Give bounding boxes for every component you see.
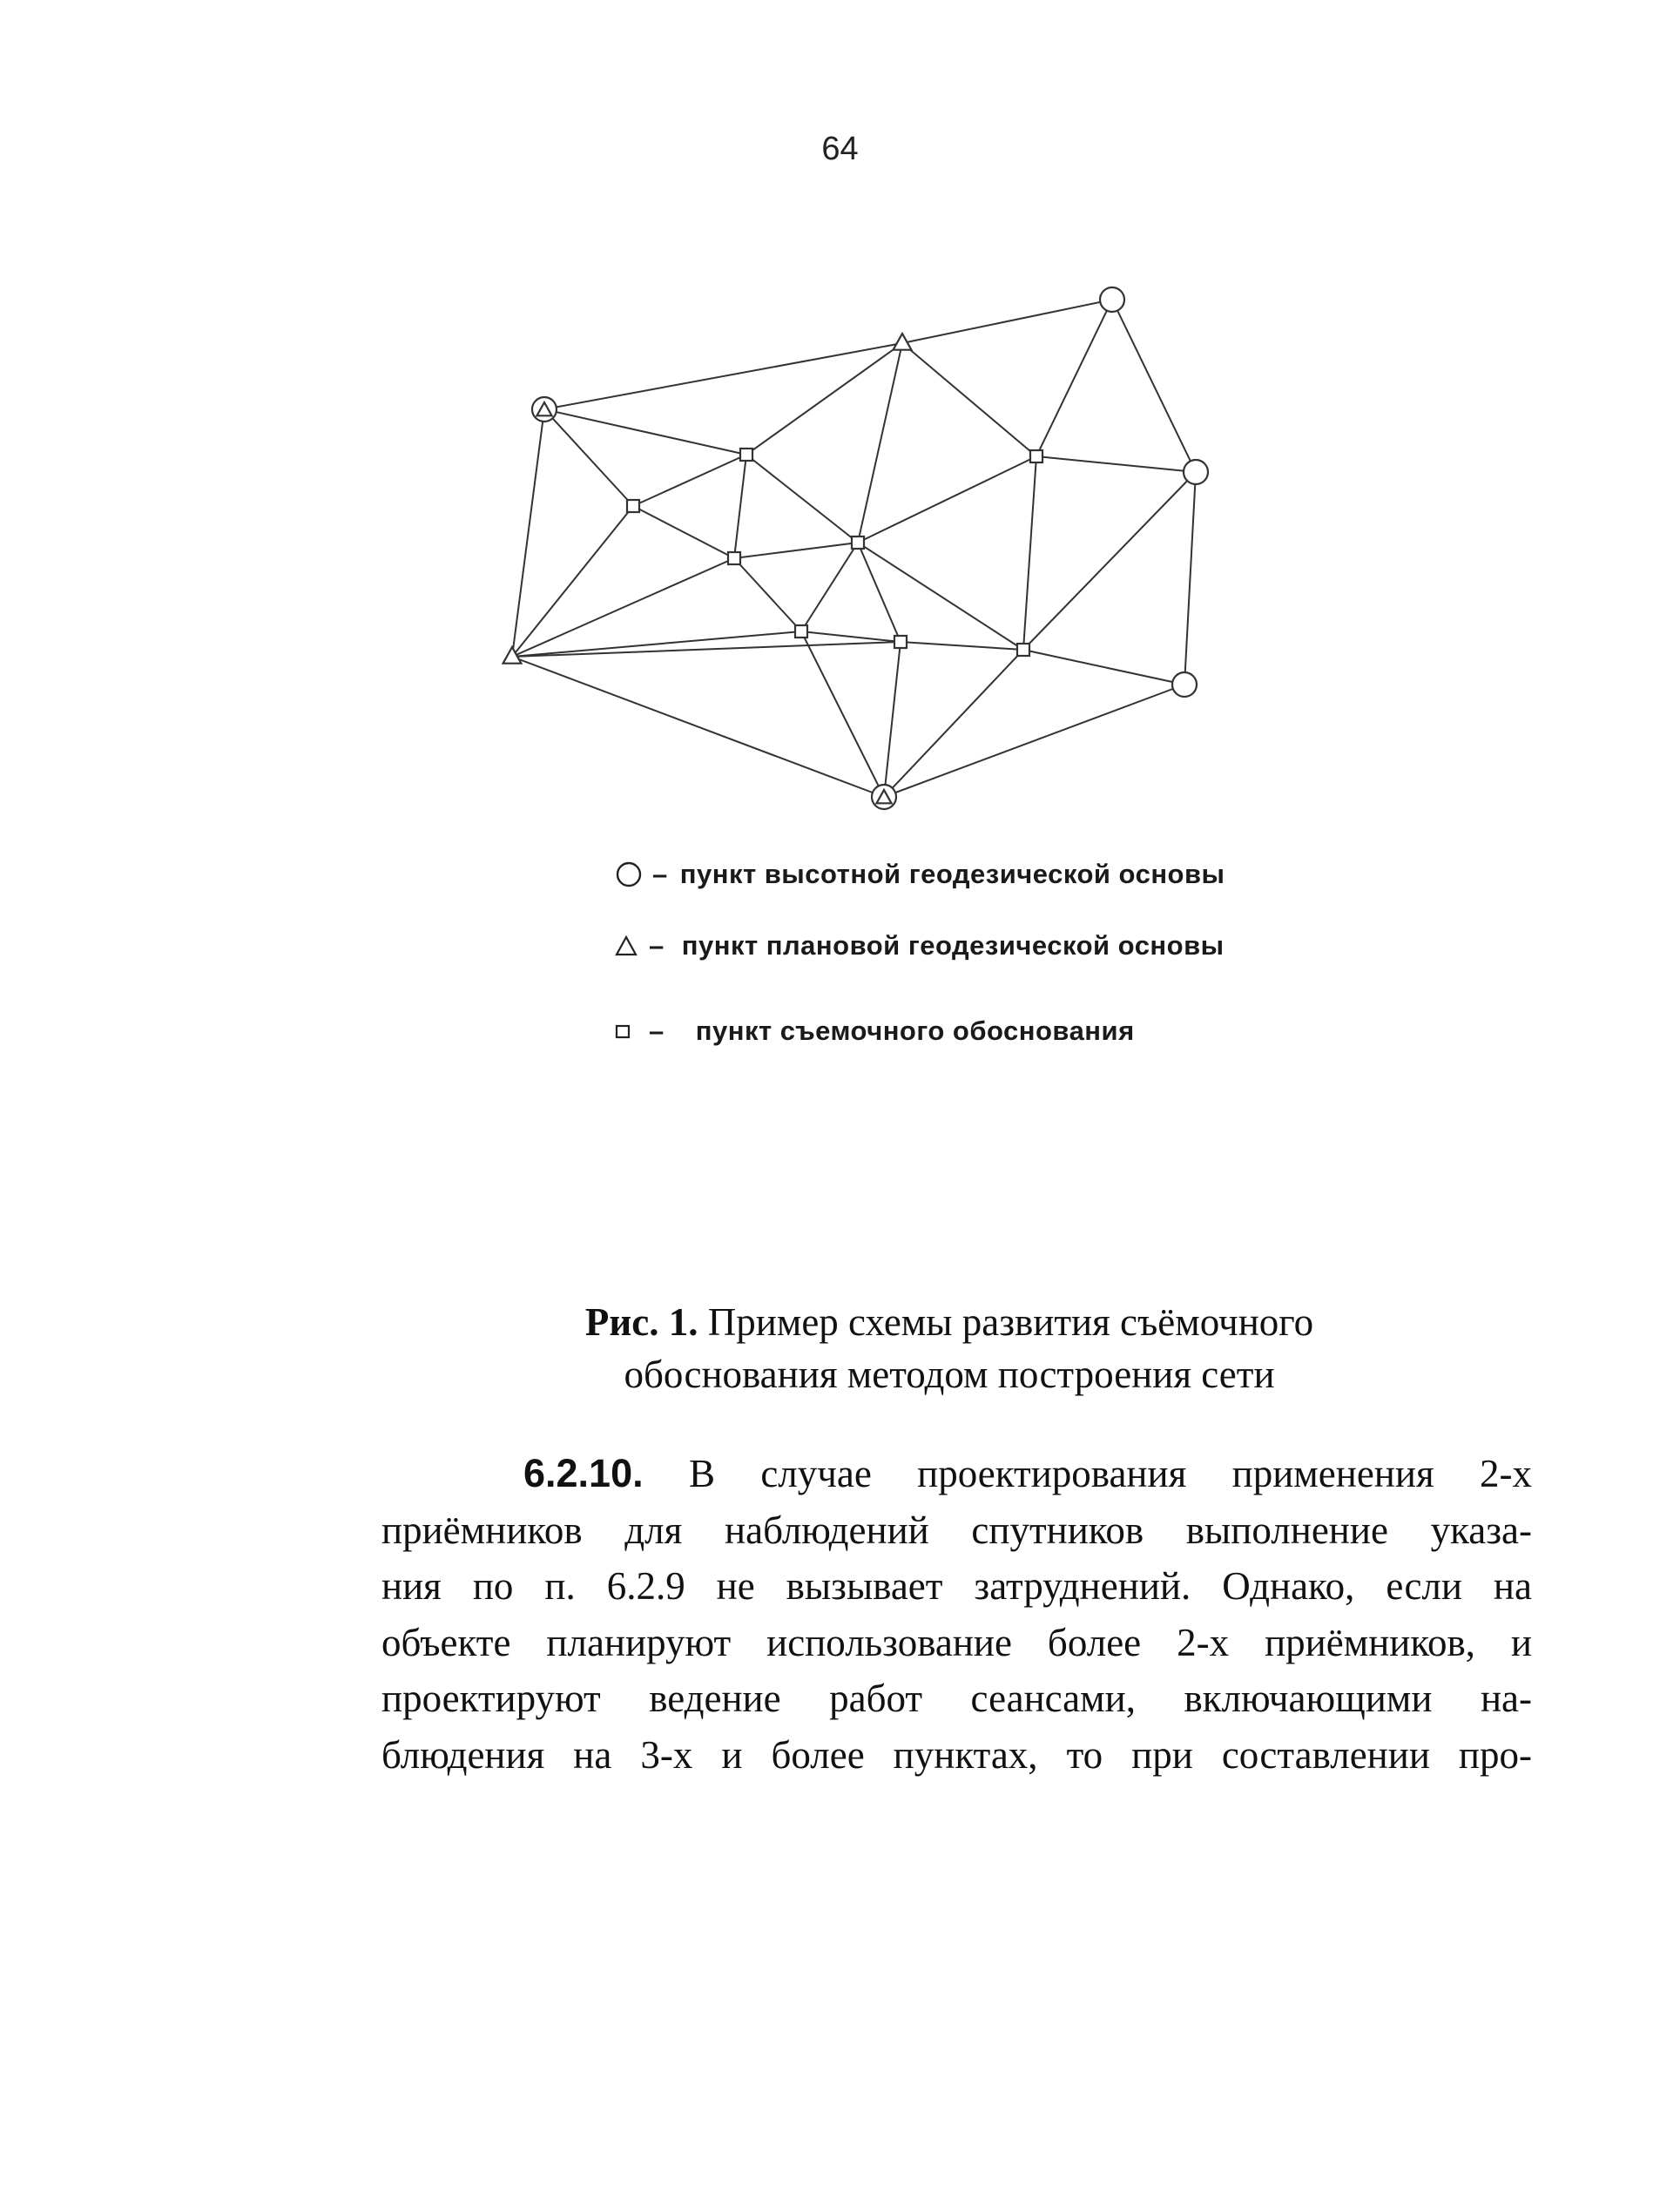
network-edge (801, 631, 884, 797)
circle-icon (614, 860, 644, 889)
caption-line-1: Пример схемы развития съёмочного (707, 1300, 1314, 1344)
height-point-marker (1100, 287, 1124, 312)
network-edge (544, 409, 746, 455)
network-edge (1184, 472, 1196, 685)
network-edge (544, 343, 902, 409)
network-edge (512, 558, 734, 657)
paragraph-line-6: блюдения на 3-х и более пунктах, то при составлении про- (381, 1732, 1532, 1777)
caption-line-2: обоснования методом построения сети (624, 1353, 1275, 1396)
network-edge (884, 650, 1023, 797)
network-edge (1023, 472, 1196, 650)
survey-point-marker (894, 636, 907, 648)
square-icon (614, 1022, 633, 1041)
plan-height-point-marker (532, 397, 557, 422)
network-edge (633, 455, 746, 506)
legend-dash: – (649, 1016, 665, 1046)
survey-point-marker (852, 536, 864, 549)
network-edge (746, 343, 902, 455)
network-edge (1036, 456, 1196, 472)
paragraph-line-1 (381, 1446, 1532, 1502)
legend-dash: – (652, 859, 668, 889)
legend-item-height-point (614, 859, 1225, 890)
network-edge (1036, 300, 1112, 456)
survey-point-marker (795, 625, 807, 638)
network-edge (884, 685, 1184, 797)
network-edge (746, 455, 858, 543)
figure-caption (488, 1296, 1411, 1400)
network-diagram (0, 0, 1680, 854)
survey-point-marker (1030, 450, 1042, 462)
paragraph-6-2-10 (381, 1446, 1532, 1783)
legend-label: пункт съемочного обоснования (695, 1016, 1135, 1046)
network-edge (902, 343, 1036, 456)
network-edge (858, 456, 1036, 543)
network-edge (858, 543, 1023, 650)
network-edge (544, 409, 633, 506)
network-edge (1023, 650, 1184, 685)
legend-item-plan-point (614, 930, 1225, 962)
network-edge (858, 343, 902, 543)
height-point-marker (1172, 672, 1197, 697)
legend-item-survey-point (614, 1016, 1135, 1047)
paragraph-line-1-text: В случае проектирования применения 2-х (688, 1452, 1532, 1495)
plan-height-point-marker (872, 785, 896, 809)
paragraph-number: 6.2.10. (523, 1451, 644, 1495)
network-edge (884, 642, 901, 797)
network-edge (734, 543, 858, 558)
survey-point-marker (1017, 644, 1029, 656)
network-edge (633, 506, 734, 558)
network-edge (858, 543, 901, 642)
network-edge (512, 506, 633, 657)
network-edge (734, 558, 801, 631)
legend-dash: – (649, 930, 665, 961)
network-edge (734, 455, 746, 558)
legend-label: пункт плановой геодезической основы (681, 930, 1225, 961)
legend-label: пункт высотной геодезической основы (679, 859, 1225, 889)
page-number: 64 (821, 131, 859, 167)
survey-point-marker (728, 552, 740, 564)
height-point-marker (1184, 460, 1208, 484)
network-edge (1112, 300, 1196, 472)
survey-point-marker (627, 500, 639, 512)
paragraph-line-5: проектируют ведение работ сеансами, включающими на- (381, 1677, 1532, 1720)
network-edge (512, 409, 544, 657)
paragraph-line-3: ния по п. 6.2.9 не вызывает затруднений. Однако, если на (381, 1564, 1532, 1608)
network-edge (512, 631, 801, 657)
network-edge (801, 631, 901, 642)
network-edge (801, 543, 858, 631)
survey-point-marker (740, 449, 752, 461)
triangle-icon (614, 934, 638, 958)
caption-label: Рис. 1. (584, 1300, 698, 1344)
network-edge (901, 642, 1023, 650)
paragraph-line-2: приёмников для наблюдений спутников выполнение указа- (381, 1508, 1532, 1552)
network-edge (1023, 456, 1036, 650)
network-edge (512, 657, 884, 797)
network-edge (902, 300, 1112, 343)
paragraph-line-4: объекте планируют использование более 2-х приёмников, и (381, 1620, 1532, 1664)
network-edge (512, 642, 901, 657)
